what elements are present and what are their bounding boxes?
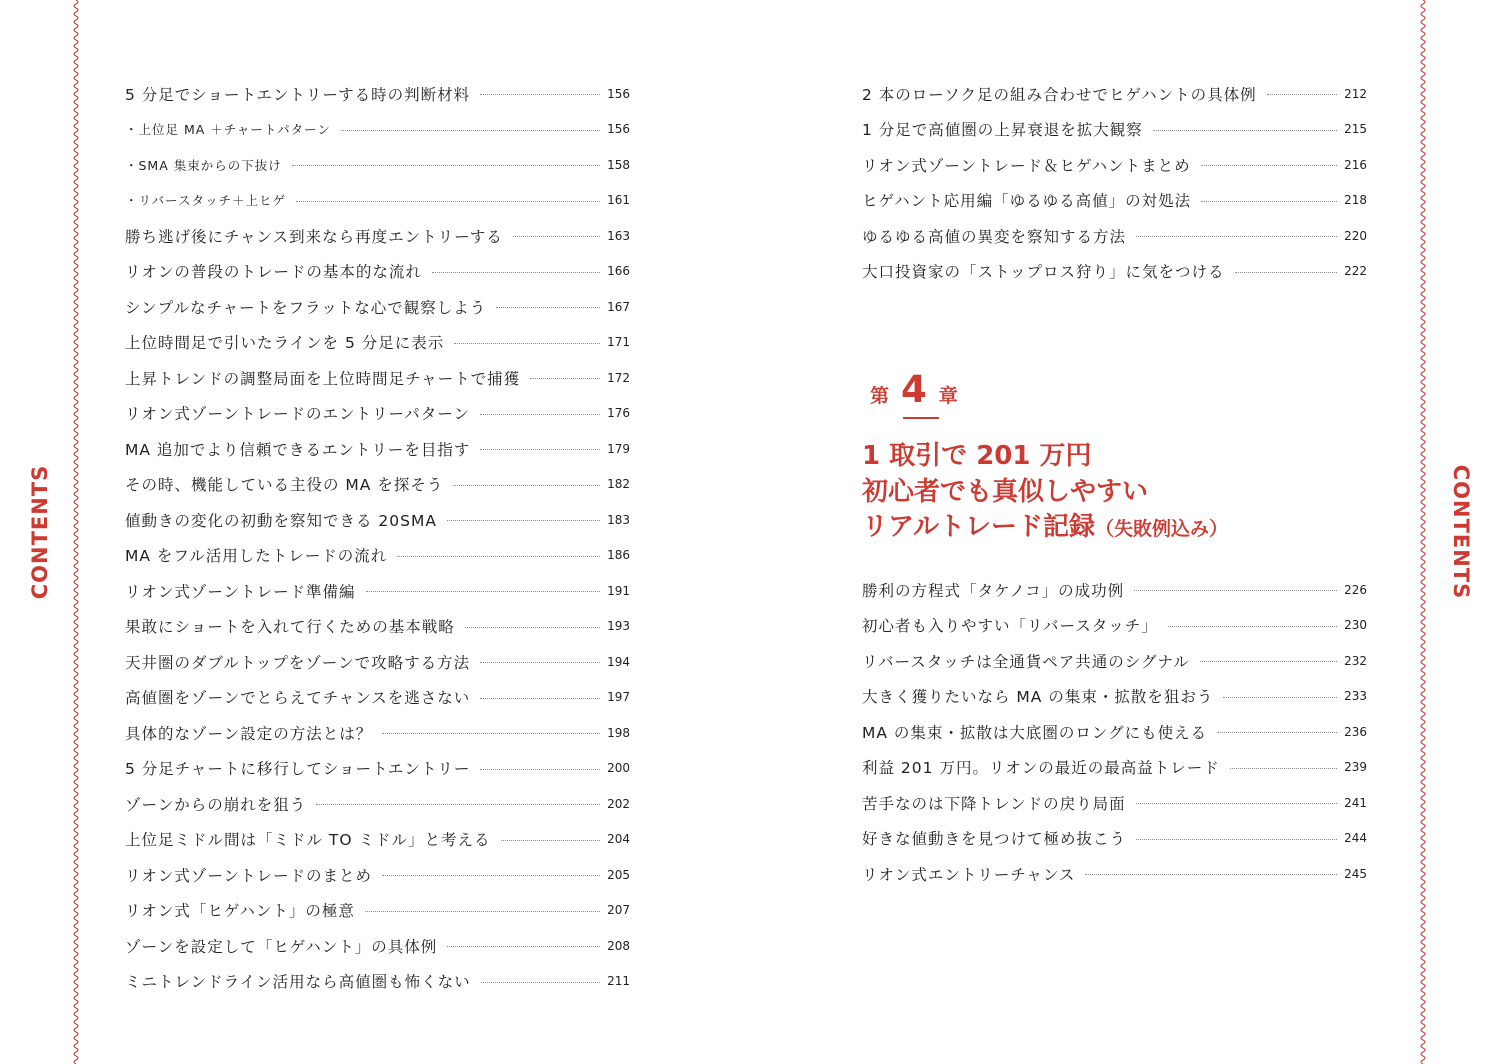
toc-entry-page: 156	[607, 122, 630, 137]
toc-entry-page: 161	[607, 193, 630, 208]
toc-right-column-top	[862, 76, 1367, 289]
toc-leader-dots	[513, 236, 600, 237]
toc-entry-page: 244	[1344, 831, 1367, 846]
toc-entry-page: 236	[1344, 724, 1367, 739]
toc-entry[interactable]	[862, 147, 1367, 183]
toc-entry-page: 232	[1344, 653, 1367, 668]
toc-entry-title: 大口投資家の「ストップロス狩り」に気をつける	[862, 263, 1225, 282]
toc-entry-title: 高値圏をゾーンでとらえてチャンスを逃さない	[125, 689, 471, 708]
wavy-line	[1421, 0, 1425, 1064]
toc-entry-page: 241	[1344, 795, 1367, 810]
toc-entry[interactable]	[862, 785, 1367, 821]
toc-entry[interactable]	[125, 857, 630, 893]
toc-entry[interactable]	[125, 644, 630, 680]
toc-entry[interactable]	[125, 76, 630, 112]
toc-entry-page: 215	[1344, 122, 1367, 137]
toc-entry-title: 勝ち逃げ後にチャンス到来なら再度エントリーする	[125, 227, 503, 246]
toc-entry[interactable]	[125, 538, 630, 574]
toc-entry[interactable]	[125, 467, 630, 503]
toc-entry-page: 208	[607, 938, 630, 953]
toc-leader-dots	[480, 662, 600, 663]
toc-entry[interactable]	[125, 360, 630, 396]
toc-leader-dots	[1136, 236, 1337, 237]
toc-entry[interactable]	[125, 218, 630, 254]
toc-entry-page: 191	[607, 583, 630, 598]
toc-entry[interactable]	[125, 751, 630, 787]
side-label-left: CONTENTS	[28, 464, 52, 600]
toc-leader-dots	[1200, 661, 1337, 662]
toc-entry-title: 5 分足でショートエントリーする時の判断材料	[125, 85, 471, 104]
toc-leader-dots	[1153, 130, 1337, 131]
toc-entry-title: 好きな値動きを見つけて極め抜こう	[862, 830, 1127, 849]
toc-entry[interactable]	[125, 431, 630, 467]
toc-entry-title: MA をフル活用したトレードの流れ	[125, 547, 388, 566]
toc-leader-dots	[1136, 839, 1337, 840]
toc-entry-title: 天井圏のダブルトップをゾーンで攻略する方法	[125, 653, 471, 672]
toc-leader-dots	[1168, 626, 1337, 627]
toc-entry-title: 上昇トレンドの調整局面を上位時間足チャートで捕獲	[125, 369, 521, 388]
toc-entry-title: リオン式エントリーチャンス	[862, 865, 1076, 884]
toc-leader-dots	[1235, 272, 1337, 273]
toc-leader-dots	[382, 875, 600, 876]
toc-entry-page: 167	[607, 299, 630, 314]
toc-entry-page: 186	[607, 548, 630, 563]
toc-entry-page: 220	[1344, 228, 1367, 243]
toc-leader-dots	[496, 307, 600, 308]
toc-entry[interactable]	[125, 396, 630, 432]
toc-entry-page: 163	[607, 228, 630, 243]
toc-entry[interactable]	[125, 786, 630, 822]
toc-leader-dots	[432, 272, 600, 273]
toc-entry[interactable]	[125, 147, 630, 183]
toc-entry[interactable]	[862, 679, 1367, 715]
toc-entry-page: 182	[607, 477, 630, 492]
toc-leader-dots	[1267, 94, 1337, 95]
wavy-border-right	[1417, 0, 1429, 1064]
toc-entry-page: 176	[607, 406, 630, 421]
chapter-title-note: （失敗例込み）	[1094, 518, 1228, 540]
toc-entry[interactable]	[862, 714, 1367, 750]
toc-entry[interactable]	[125, 325, 630, 361]
toc-entry-page: 222	[1344, 264, 1367, 279]
toc-entry[interactable]	[862, 183, 1367, 219]
toc-entry-title: 1 分足で高値圏の上昇衰退を拡大観察	[862, 121, 1143, 140]
toc-entry-page: 171	[607, 335, 630, 350]
toc-entry-page: 207	[607, 903, 630, 918]
toc-leader-dots	[1085, 874, 1337, 875]
toc-entry[interactable]	[125, 680, 630, 716]
toc-entry-page: 193	[607, 619, 630, 634]
toc-entry-title: 上位時間足で引いたラインを 5 分足に表示	[125, 334, 445, 353]
chapter-number-underline	[903, 417, 939, 419]
side-label-right: CONTENTS	[1449, 464, 1473, 600]
toc-entry-title: ・リバースタッチ＋上ヒゲ	[125, 193, 287, 209]
toc-entry-title: 勝利の方程式「タケノコ」の成功例	[862, 581, 1125, 600]
toc-entry-title: 5 分足チャートに移行してショートエントリー	[125, 760, 471, 779]
toc-entry-page: 183	[607, 512, 630, 527]
wavy-line	[74, 0, 78, 1064]
toc-entry[interactable]	[862, 218, 1367, 254]
toc-entry-page: 200	[607, 761, 630, 776]
toc-entry[interactable]	[125, 715, 630, 751]
toc-leader-dots	[480, 769, 600, 770]
toc-entry-title: MA の集束・拡散は大底圏のロングにも使える	[862, 723, 1208, 742]
toc-entry[interactable]	[125, 609, 630, 645]
toc-leader-dots	[1134, 590, 1337, 591]
toc-entry[interactable]	[125, 254, 630, 290]
chapter-title-line-2: 初心者でも真似しやすい	[862, 476, 1149, 507]
toc-leader-dots	[480, 94, 600, 95]
toc-leader-dots	[447, 520, 600, 521]
toc-entry-title: 大きく獲りたいなら MA の集束・拡散を狙おう	[862, 688, 1214, 707]
toc-entry-title: 上位足ミドル間は「ミドル TO ミドル」と考える	[125, 831, 491, 850]
chapter-heading	[862, 368, 1390, 548]
toc-entry[interactable]	[125, 112, 630, 148]
toc-entry-title: リバースタッチは全通貨ペア共通のシグナル	[862, 652, 1190, 671]
toc-leader-dots	[397, 556, 600, 557]
toc-entry-title: リオン式「ヒゲハント」の極意	[125, 902, 355, 921]
toc-entry-title: その時、機能している主役の MA を探そう	[125, 476, 444, 495]
toc-entry-page: 245	[1344, 866, 1367, 881]
toc-leader-dots	[480, 449, 600, 450]
chapter-title-line-3	[862, 510, 1390, 548]
toc-entry-page: 239	[1344, 760, 1367, 775]
toc-entry-page: 197	[607, 690, 630, 705]
toc-entry-title: ゾーンを設定して「ヒゲハント」の具体例	[125, 937, 438, 956]
chapter-label	[870, 368, 1390, 411]
toc-leader-dots	[481, 982, 600, 983]
toc-entry[interactable]	[862, 856, 1367, 892]
toc-entry-title: 初心者も入りやすい「リバースタッチ」	[862, 617, 1158, 636]
toc-entry[interactable]	[862, 572, 1367, 608]
toc-entry[interactable]	[862, 643, 1367, 679]
toc-entry-title: ・SMA 集束からの下抜け	[125, 157, 282, 173]
toc-leader-dots	[1201, 165, 1337, 166]
toc-leader-dots	[465, 627, 600, 628]
toc-entry-title: ゾーンからの崩れを狙う	[125, 795, 307, 814]
chapter-prefix: 第	[870, 385, 890, 407]
toc-leader-dots	[454, 343, 600, 344]
toc-entry-title: リオン式ゾーントレード準備編	[125, 582, 356, 601]
toc-leader-dots	[453, 485, 600, 486]
toc-entry-title: 果敢にショートを入れて行くための基本戦略	[125, 618, 455, 637]
toc-entry-title: リオン式ゾーントレード＆ヒゲハントまとめ	[862, 156, 1191, 175]
toc-leader-dots	[365, 911, 600, 912]
toc-leader-dots	[382, 733, 600, 734]
toc-entry-page: 226	[1344, 582, 1367, 597]
toc-entry-page: 198	[607, 725, 630, 740]
toc-entry-title: リオン式ゾーントレードのエントリーパターン	[125, 405, 470, 424]
toc-leader-dots	[292, 165, 600, 166]
toc-entry-title: 利益 201 万円。リオンの最近の最高益トレード	[862, 759, 1220, 778]
toc-entry-title: ゆるゆる高値の異変を察知する方法	[862, 227, 1127, 246]
toc-leader-dots	[530, 378, 600, 379]
chapter-suffix: 章	[938, 385, 958, 407]
toc-entry-page: 230	[1344, 618, 1367, 633]
toc-entry-page: 212	[1344, 86, 1367, 101]
toc-leader-dots	[341, 130, 600, 131]
toc-entry-page: 218	[1344, 193, 1367, 208]
chapter-title-main: リアルトレード記録	[862, 512, 1095, 542]
toc-entry[interactable]	[125, 964, 630, 1000]
chapter-number: 4	[901, 368, 927, 411]
toc-leader-dots	[480, 698, 600, 699]
toc-leader-dots	[296, 201, 600, 202]
toc-entry-title: 値動きの変化の初動を察知できる 20SMA	[125, 511, 437, 530]
toc-entry-page: 233	[1344, 689, 1367, 704]
toc-entry-page: 158	[607, 157, 630, 172]
toc-entry-page: 172	[607, 370, 630, 385]
toc-entry-title: 2 本のローソク足の組み合わせでヒゲハントの具体例	[862, 85, 1257, 104]
toc-entry-title: リオン式ゾーントレードのまとめ	[125, 866, 373, 885]
toc-entry-title: 苦手なのは下降トレンドの戻り局面	[862, 794, 1126, 813]
toc-entry[interactable]	[125, 289, 630, 325]
toc-entry[interactable]	[862, 76, 1367, 112]
toc-entry-title: シンプルなチャートをフラットな心で観察しよう	[125, 298, 487, 317]
toc-entry[interactable]	[125, 928, 630, 964]
toc-entry-page: 156	[607, 86, 630, 101]
toc-entry[interactable]	[862, 750, 1367, 786]
chapter-title	[862, 439, 1390, 548]
toc-leader-dots	[316, 804, 600, 805]
toc-entry-title: ミニトレンドライン活用なら高値圏も怖くない	[125, 973, 471, 992]
chapter-title-line-1: 1 取引で 201 万円	[862, 441, 1092, 471]
toc-leader-dots	[366, 591, 600, 592]
toc-entry[interactable]	[125, 502, 630, 538]
toc-entry-title: ヒゲハント応用編「ゆるゆる高値」の対処法	[862, 192, 1192, 211]
toc-entry-page: 211	[607, 974, 630, 989]
toc-left-column	[125, 76, 630, 999]
toc-entry-page: 202	[607, 796, 630, 811]
toc-entry-page: 179	[607, 441, 630, 456]
toc-entry-title: MA 追加でより信頼できるエントリーを目指す	[125, 440, 471, 459]
toc-entry-title: ・上位足 MA ＋チャートパターン	[125, 122, 331, 138]
toc-entry-page: 194	[607, 654, 630, 669]
toc-entry-page: 216	[1344, 157, 1367, 172]
toc-entry[interactable]	[125, 893, 630, 929]
toc-entry[interactable]	[862, 608, 1367, 644]
toc-entry[interactable]	[862, 112, 1367, 148]
toc-entry-page: 166	[607, 264, 630, 279]
toc-entry[interactable]	[125, 822, 630, 858]
toc-entry-title: 具体的なゾーン設定の方法とは？	[125, 724, 373, 743]
toc-right-column-bottom	[862, 572, 1367, 892]
toc-leader-dots	[480, 414, 600, 415]
toc-leader-dots	[1223, 697, 1337, 698]
toc-leader-dots	[1230, 768, 1337, 769]
toc-leader-dots	[447, 946, 600, 947]
toc-leader-dots	[1201, 201, 1337, 202]
toc-entry[interactable]	[125, 183, 630, 219]
toc-leader-dots	[1217, 732, 1337, 733]
wavy-border-left	[70, 0, 82, 1064]
toc-entry[interactable]	[125, 573, 630, 609]
toc-entry-page: 205	[607, 867, 630, 882]
toc-entry[interactable]	[862, 254, 1367, 290]
toc-entry[interactable]	[862, 821, 1367, 857]
toc-entry-page: 204	[607, 832, 630, 847]
toc-entry-title: リオンの普段のトレードの基本的な流れ	[125, 263, 422, 282]
toc-leader-dots	[501, 840, 600, 841]
toc-leader-dots	[1136, 803, 1337, 804]
